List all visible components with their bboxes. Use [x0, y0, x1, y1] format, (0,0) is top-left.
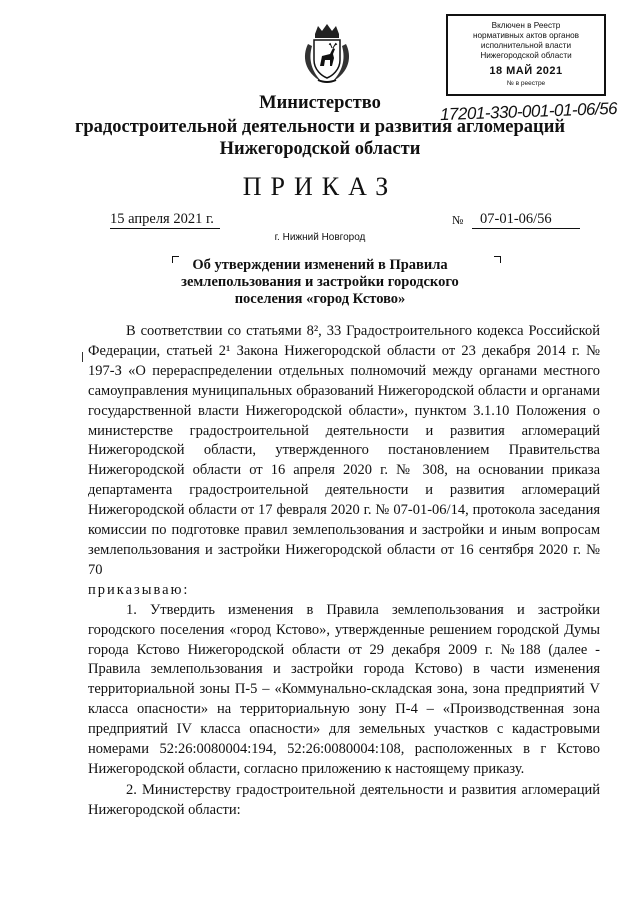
date-underline: [110, 228, 220, 229]
order-word: приказываю:: [88, 581, 190, 598]
ministry-title: Министерство: [259, 93, 381, 113]
order-number-label: №: [452, 213, 464, 227]
document-type: ПРИКАЗ: [242, 172, 398, 201]
stamp-line: Включен в Реестр: [491, 21, 561, 30]
stamp-line: нормативных актов органов: [472, 31, 580, 40]
city: г. Нижний Новгород: [274, 232, 366, 243]
preamble-paragraph: В соответствии со статьями 8², 33 Градостроительного кодекса Российской Федерации, статьей 2¹ Закона Нижегородской области от 23 декабря 2014 г. № 197-З «О перераспределении отдельных полномочий между органами местного самоуправления муниципальных образований Нижегородской области и органами государственной власти Нижегородской области», пунктом 3.1.10 Положения о министерстве градостроительной деятельности и развития агломераций Нижегородской области, утвержденного постановлением Правительства Нижегородской области от 16 апреля 2020 г. № 308, на основании приказа департамента градостроительной деятельности и развития агломераций Нижегородской области от 17 февраля 2020 г. № 07-01-06/14, протокола заседания комиссии по подготовке правил землепользования и застройки и иным вопросам землепользования и застройки Нижегородской области от 16 сентября 2020 г. № 70: [88, 323, 600, 578]
subject-line: землепользования и застройки городского: [181, 274, 459, 290]
document-body: [88, 322, 600, 821]
ministry-title-line2: градостроительной деятельности и развития агломераций: [74, 117, 566, 137]
coat-of-arms-icon: [300, 22, 354, 86]
stamp-line: Нижегородской области: [480, 51, 572, 60]
item-paragraph-1: 1. Утвердить изменения в Правила землепользования и застройки городского поселения «город Кстово», утвержденные решением городской Думы города Кстово Нижегородской области от 29 декабря 2009 г. №188 (далее - Правила землепользования и застройки города Кстово) в части изменения территориальной зоны П-5 – «Коммунально-складская зона, зона предприятий V класса опасности» на территориальную зону П-4 – «Производственная зона предприятий IV класса опасности» для земельных участков с кадастровыми номерами 52:26:0080004:194, 52:26:0080004:108, расположенных в г Кстово Нижегородской области, согласно приложению к настоящему приказу.: [88, 601, 600, 777]
ministry-title-line3: Нижегородской области: [219, 139, 421, 159]
subject-line: Об утверждении изменений в Правила: [192, 257, 448, 273]
item-paragraph-2: 2. Министерству градостроительной деятельности и развития агломераций Нижегородской области:: [88, 781, 600, 818]
registry-stamp: [446, 14, 606, 96]
order-date: 15 апреля 2021 г.: [110, 211, 214, 227]
order-number: 07-01-06/56: [480, 211, 552, 227]
stamp-date: 18 МАЙ 2021: [489, 65, 563, 77]
number-underline: [472, 228, 580, 229]
registry-number: 17201-330-001-01-06/56: [439, 98, 618, 125]
subject-line: поселения «город Кстово»: [234, 291, 406, 307]
stamp-reg-label: № в реестре: [506, 80, 546, 87]
stamp-line: исполнительной власти: [480, 41, 572, 50]
